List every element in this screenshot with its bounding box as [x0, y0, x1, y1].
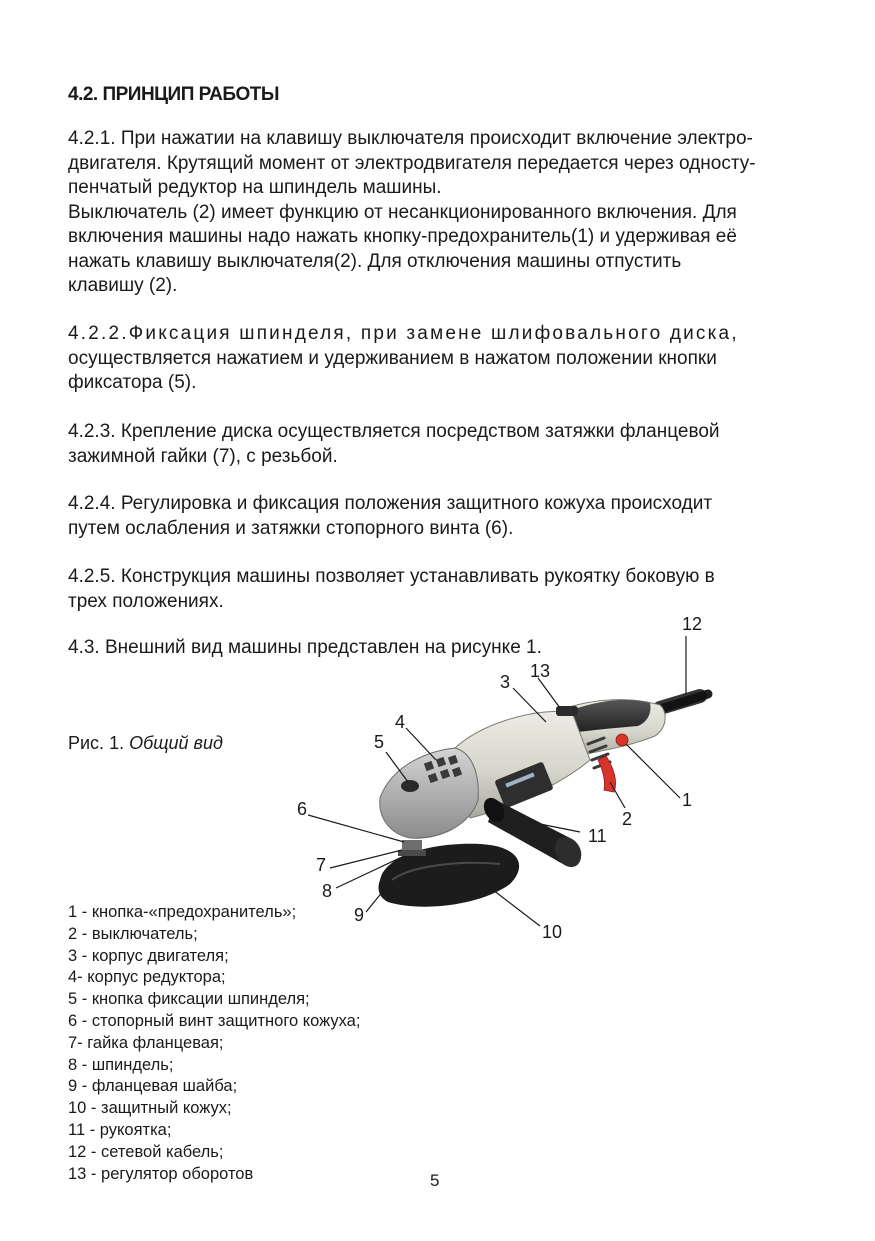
- text-line: 4.2.4. Регулировка и фиксация положения защитного кожуха происходит: [68, 493, 713, 514]
- callout-number: 11: [588, 826, 607, 846]
- spindle-lock-button: [401, 780, 419, 792]
- text-line: путем ослабления и затяжки стопорного винта (6).: [68, 517, 514, 539]
- legend-item: 12 - сетевой кабель;: [68, 1142, 224, 1161]
- paragraph-4-2-1: [68, 127, 808, 299]
- legend-item: 11 - рукоятка;: [68, 1120, 172, 1139]
- callout-number: 5: [374, 732, 385, 752]
- callout-number: 3: [500, 672, 511, 692]
- paragraph-4-2-4: [68, 492, 808, 541]
- legend-item: 7- гайка фланцевая;: [68, 1033, 224, 1052]
- text-line: 4.2.5. Конструкция машины позволяет устанавливать рукоятку боковую в: [68, 566, 715, 587]
- text-line: нажать клавишу выключателя(2). Для отключения машины отпустить: [68, 250, 682, 272]
- text-line: осуществляется нажатием и удерживанием в нажатом положении кнопки: [68, 347, 717, 369]
- parts-legend: [68, 902, 360, 1185]
- text-line: 4.2.3. Крепление диска осуществляется посредством затяжки фланцевой: [68, 421, 720, 442]
- figure-caption-title: Общий вид: [129, 733, 223, 753]
- callout-number: 7: [316, 855, 327, 875]
- callout-number: 13: [530, 661, 551, 681]
- callout-number: 6: [297, 799, 308, 819]
- figure-caption: [68, 733, 223, 754]
- callout-number: 2: [622, 809, 633, 829]
- text-line: трех положениях.: [68, 590, 224, 612]
- legend-item: 13 - регулятор оборотов: [68, 1164, 254, 1183]
- legend-item: 6 - стопорный винт защитного кожуха;: [68, 1011, 361, 1030]
- legend-item: 9 - фланцевая шайба;: [68, 1077, 238, 1096]
- text-line: 4.2.1. При нажатии на клавишу выключателя происходит включение электро-: [68, 128, 753, 149]
- callout-number: 12: [682, 614, 703, 634]
- legend-item: 1 - кнопка-«предохранитель»;: [68, 903, 297, 921]
- callout-number: 4: [395, 712, 406, 732]
- paragraph-4-2-2: [68, 322, 808, 396]
- section-heading: 4.2. ПРИНЦИП РАБОТЫ: [68, 84, 280, 105]
- angle-grinder-figure: [290, 605, 760, 950]
- text-line: 4.3. Внешний вид машины представлен на рисунке 1.: [68, 637, 542, 658]
- legend-item: 8 - шпиндель;: [68, 1055, 174, 1074]
- callout-number: 8: [322, 881, 333, 901]
- paragraph-4-2-3: [68, 420, 808, 469]
- text-line: двигателя. Крутящий момент от электродвигателя передается через односту-: [68, 152, 756, 174]
- text-line: фиксатора (5).: [68, 372, 197, 393]
- callout-number: 9: [354, 905, 365, 925]
- gearbox-housing: [380, 748, 478, 838]
- callout-number: 10: [542, 922, 563, 942]
- page-number: 5: [430, 1171, 440, 1190]
- text-line: Выключатель (2) имеет функцию от несанкционированного включения. Для: [68, 201, 737, 223]
- legend-item: 10 - защитный кожух;: [68, 1099, 232, 1118]
- text-line: 4.2.2.Фиксация шпинделя, при замене шлифовального диска,: [68, 323, 739, 344]
- text-line: зажимной гайки (7), с резьбой.: [68, 445, 338, 467]
- legend-item: 5 - кнопка фиксации шпинделя;: [68, 990, 310, 1009]
- callout-number: 1: [682, 790, 693, 810]
- text-line: включения машины надо нажать кнопку-предохранитель(1) и удерживая её: [68, 226, 737, 247]
- legend-item: 3 - корпус двигателя;: [68, 946, 229, 965]
- figure-caption-prefix: Рис. 1.: [68, 733, 130, 753]
- legend-item: 4- корпус редуктора;: [68, 968, 226, 987]
- legend-item: 2 - выключатель;: [68, 924, 198, 943]
- text-line: клавишу (2).: [68, 275, 178, 296]
- text-line: пенчатый редуктор на шпиндель машины.: [68, 177, 442, 198]
